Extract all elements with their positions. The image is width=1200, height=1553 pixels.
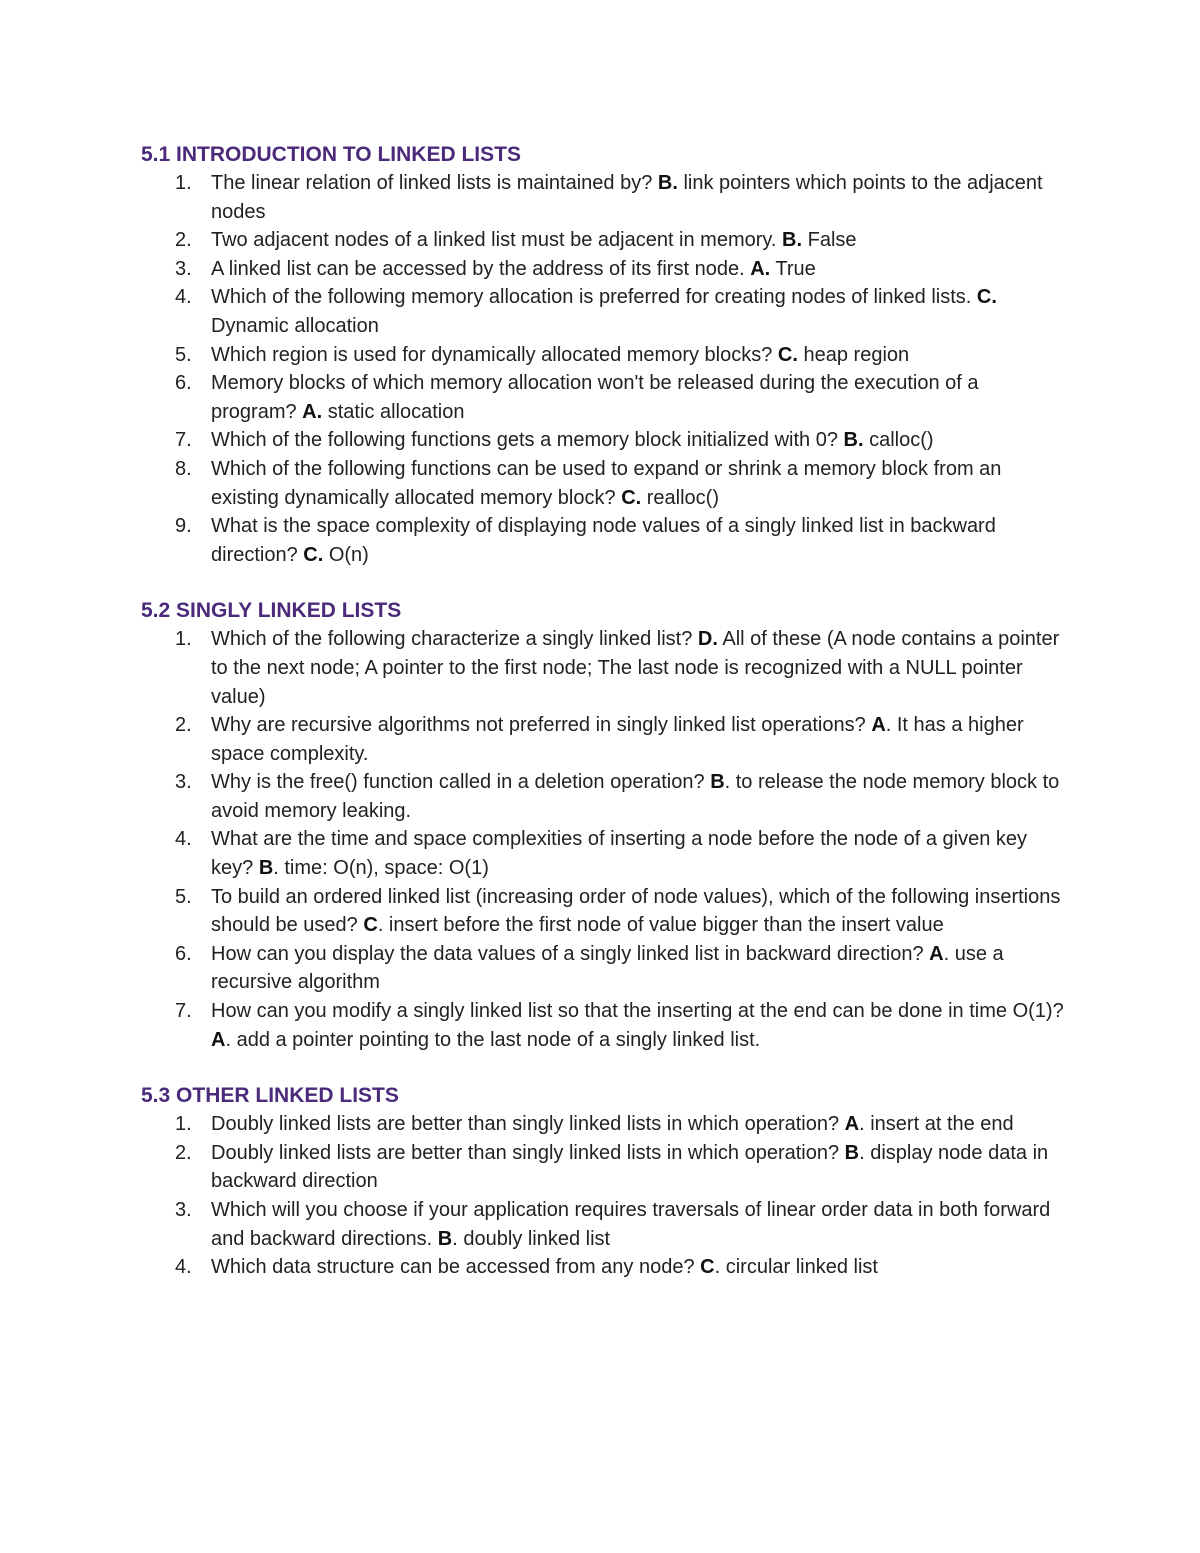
- item-number: 7.: [175, 429, 192, 452]
- answer-text: . time: O(n), space: O(1): [273, 857, 489, 880]
- answer-letter: C: [363, 914, 378, 937]
- answer-letter: C.: [976, 286, 997, 309]
- item-number: 5.: [175, 885, 192, 908]
- answer-text: All of these (A node contains a pointer to the next node; A pointer to the first node; The last node is recognized with a NULL pointer value): [211, 628, 1060, 708]
- item-number: 2.: [175, 229, 192, 252]
- answer-text: . add a pointer pointing to the last node of a singly linked list.: [225, 1028, 761, 1051]
- question-text: Which data structure can be accessed from any node?: [211, 1256, 695, 1279]
- item-number: 4.: [175, 286, 192, 309]
- list-item: [141, 940, 1066, 997]
- answer-text: . display node data in backward direction: [211, 1141, 1049, 1193]
- item-number: 6.: [175, 942, 192, 965]
- list-item: [141, 283, 1066, 340]
- section-title: 5.3 OTHER LINKED LISTS: [141, 1084, 399, 1108]
- answer-text: . doubly linked list: [452, 1227, 611, 1250]
- question-text: How can you display the data values of a singly linked list in backward direction?: [211, 942, 924, 965]
- answer-letter: C: [700, 1256, 715, 1279]
- document-page: [141, 141, 1066, 1310]
- list-item: [141, 768, 1066, 825]
- list-item: [141, 226, 1066, 255]
- list-item: [141, 512, 1066, 569]
- question-text: Doubly linked lists are better than singly linked lists in which operation?: [211, 1141, 840, 1164]
- answer-letter: A: [871, 714, 886, 737]
- item-number: 6.: [175, 372, 192, 395]
- question-text: How can you modify a singly linked list so that the inserting at the end can be done in time O(1)?: [211, 1000, 1064, 1023]
- answer-letter: B: [844, 1141, 860, 1164]
- question-text: Which of the following memory allocation is preferred for creating nodes of linked lists.: [211, 286, 972, 309]
- question-text: Doubly linked lists are better than singly linked lists in which operation?: [211, 1113, 840, 1136]
- item-number: 2.: [175, 1141, 192, 1164]
- list-item: [141, 1196, 1066, 1253]
- question-text: Memory blocks of which memory allocation won't be released during the execution of a program?: [211, 372, 979, 423]
- section-intro-linked-lists: [141, 141, 1066, 569]
- question-text: What are the time and space complexities of inserting a node before the node of a given key key?: [211, 828, 1028, 880]
- answer-letter: A: [211, 1028, 226, 1051]
- answer-text: . It has a higher space complexity.: [211, 714, 1024, 765]
- answer-text: static allocation: [327, 400, 465, 423]
- list-item: [141, 711, 1066, 768]
- question-text: Which will you choose if your application requires traversals of linear order data in both forward and backward directions.: [211, 1199, 1051, 1250]
- list-item: [141, 1110, 1066, 1139]
- question-text: Which of the following functions gets a memory block initialized with 0?: [211, 429, 838, 452]
- item-number: 1.: [175, 172, 192, 194]
- item-number: 8.: [175, 457, 192, 480]
- section-title: 5.2 SINGLY LINKED LISTS: [141, 599, 402, 623]
- answer-text: . insert at the end: [859, 1113, 1014, 1136]
- section-singly-linked-lists: [141, 597, 1066, 1054]
- answer-letter: C.: [777, 343, 798, 366]
- item-number: 3.: [175, 771, 192, 794]
- list-item: [141, 255, 1066, 284]
- question-text: Two adjacent nodes of a linked list must be adjacent in memory.: [211, 229, 777, 252]
- answer-text: False: [807, 229, 857, 252]
- section-title: 5.1 INTRODUCTION TO LINKED LISTS: [141, 143, 521, 166]
- item-number: 3.: [175, 257, 192, 280]
- list-item: [141, 169, 1066, 226]
- answer-letter: A.: [750, 257, 771, 280]
- answer-letter: A.: [302, 400, 323, 423]
- answer-letter: C.: [303, 543, 324, 566]
- answer-text: Dynamic allocation: [211, 314, 379, 337]
- item-number: 7.: [175, 1000, 192, 1023]
- question-list: [141, 625, 1066, 1054]
- answer-text: realloc(): [646, 486, 719, 509]
- answer-letter: B.: [782, 229, 803, 252]
- answer-letter: A: [844, 1113, 860, 1136]
- question-list: [141, 169, 1066, 569]
- answer-letter: C.: [621, 486, 642, 509]
- item-number: 1.: [175, 628, 192, 651]
- answer-text: link pointers which points to the adjacent nodes: [211, 172, 1043, 223]
- list-item: [141, 883, 1066, 940]
- answer-text: calloc(): [869, 429, 934, 452]
- item-number: 3.: [175, 1199, 192, 1221]
- question-text: Which of the following characterize a singly linked list?: [211, 628, 693, 651]
- question-text: To build an ordered linked list (increasing order of node values), which of the following insertions should be used?: [211, 885, 1061, 937]
- item-number: 9.: [175, 515, 192, 538]
- answer-text: heap region: [803, 343, 910, 366]
- item-number: 4.: [175, 1256, 192, 1279]
- section-other-linked-lists: [141, 1082, 1066, 1282]
- list-item: [141, 341, 1066, 370]
- item-number: 2.: [175, 714, 192, 737]
- list-item: [141, 1139, 1066, 1196]
- list-item: [141, 426, 1066, 455]
- list-item: [141, 825, 1066, 882]
- answer-letter: A: [929, 942, 944, 965]
- answer-text: . circular linked list: [714, 1256, 878, 1279]
- item-number: 4.: [175, 828, 192, 851]
- answer-text: . use a recursive algorithm: [211, 942, 1004, 994]
- question-text: Which of the following functions can be used to expand or shrink a memory block from an existing dynamically allocated memory block?: [211, 457, 1002, 509]
- answer-letter: B: [258, 857, 274, 880]
- answer-text: True: [775, 257, 816, 280]
- question-text: What is the space complexity of displaying node values of a singly linked list in backward direction?: [211, 515, 996, 566]
- answer-text: . to release the node memory block to avoid memory leaking.: [211, 771, 1060, 822]
- item-number: 5.: [175, 343, 192, 366]
- question-text: Why are recursive algorithms not preferred in singly linked list operations?: [211, 714, 866, 737]
- list-item: [141, 625, 1066, 711]
- answer-letter: B.: [843, 429, 864, 452]
- answer-letter: B: [710, 771, 725, 794]
- list-item: [141, 455, 1066, 512]
- question-text: The linear relation of linked lists is maintained by?: [211, 172, 653, 194]
- answer-letter: B: [437, 1227, 453, 1250]
- answer-letter: B.: [657, 172, 678, 194]
- answer-letter: D.: [697, 628, 718, 651]
- answer-text: . insert before the first node of value bigger than the insert value: [377, 914, 944, 937]
- list-item: [141, 1253, 1066, 1282]
- question-text: Which region is used for dynamically allocated memory blocks?: [211, 343, 773, 366]
- question-text: Why is the free() function called in a deletion operation?: [211, 771, 705, 794]
- question-list: [141, 1110, 1066, 1282]
- list-item: [141, 997, 1066, 1054]
- question-text: A linked list can be accessed by the address of its first node.: [211, 257, 745, 280]
- answer-text: O(n): [328, 543, 369, 566]
- list-item: [141, 369, 1066, 426]
- item-number: 1.: [175, 1113, 192, 1136]
